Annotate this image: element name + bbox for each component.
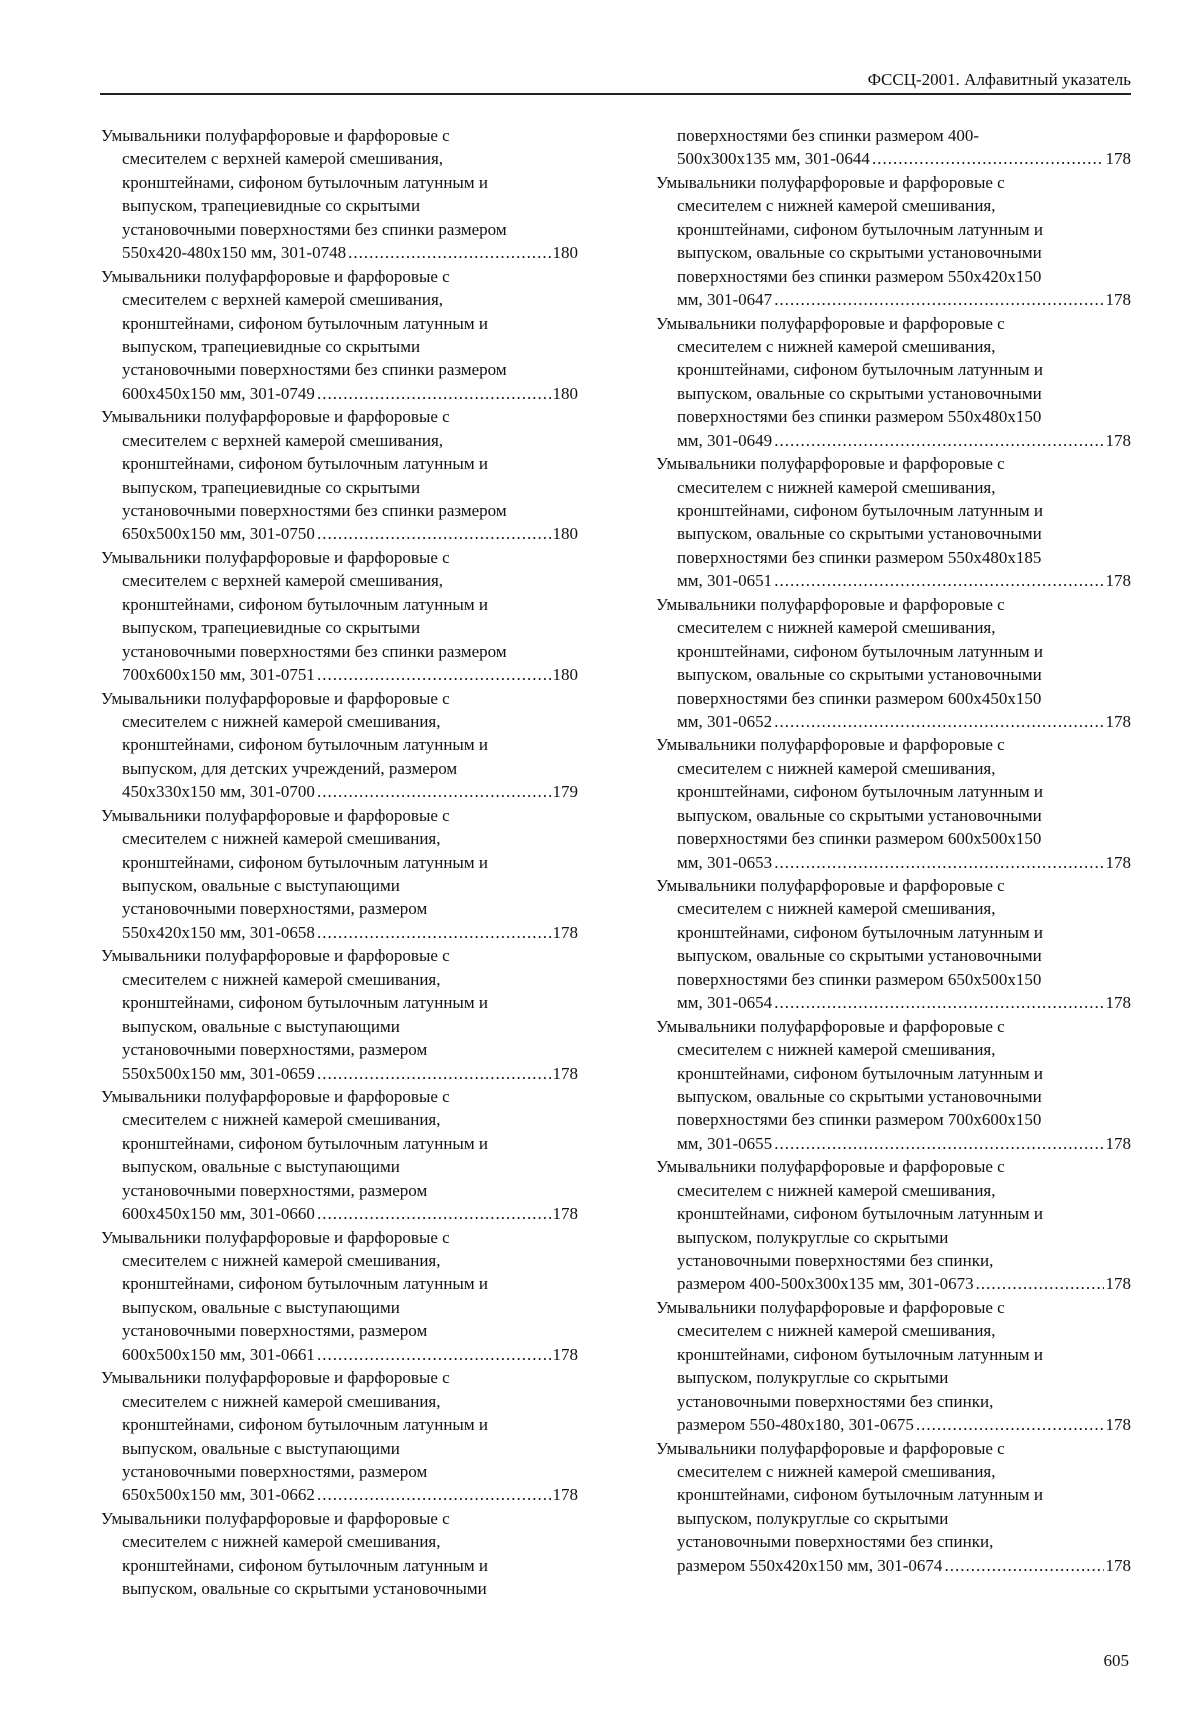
entry-line: Умывальники полуфарфоровые и фарфоровые с: [101, 1086, 450, 1106]
entry-last-line: [656, 710, 1131, 733]
index-column-left: [101, 124, 578, 1601]
entry-last-line: [101, 780, 578, 803]
index-entry: [656, 1015, 1131, 1156]
dot-leader: [348, 241, 550, 264]
entry-line: кронштейнами, сифоном бутылочным латунным и: [122, 1133, 488, 1153]
entry-line: кронштейнами, сифоном бутылочным латунным и: [677, 1344, 1043, 1364]
index-entry: [656, 171, 1131, 312]
entry-last-line: [656, 1272, 1131, 1295]
entry-page-ref: 178: [1105, 993, 1131, 1013]
entry-code: мм, 301-0649: [677, 430, 773, 450]
entry-line: поверхностями без спинки размером 550x480x185: [677, 547, 1042, 567]
entry-page-ref: 178: [552, 1204, 578, 1224]
index-entry: [656, 312, 1131, 453]
entry-line: кронштейнами, сифоном бутылочным латунным и: [122, 1555, 488, 1575]
entry-line: Умывальники полуфарфоровые и фарфоровые с: [101, 946, 450, 966]
entry-line: выпуском, овальные со скрытыми установочными: [677, 1086, 1042, 1106]
entry-line: выпуском, овальные со скрытыми установочными: [677, 665, 1042, 685]
header-rule: [100, 93, 1131, 95]
dot-leader: [774, 1132, 1103, 1155]
entry-code: 600x450x150 мм, 301-0749: [122, 383, 315, 403]
entry-line: выпуском, трапециевидные со скрытыми: [122, 196, 421, 216]
entry-line: Умывальники полуфарфоровые и фарфоровые с: [656, 876, 1005, 895]
entry-line: выпуском, овальные со скрытыми установочными: [677, 805, 1042, 825]
entry-page-ref: 179: [552, 782, 578, 802]
entry-line: Умывальники полуфарфоровые и фарфоровые с: [656, 454, 1005, 474]
entry-code: 550x420-480x150 мм, 301-0748: [122, 243, 347, 263]
entry-line: выпуском, овальные со скрытыми установочными: [677, 946, 1042, 966]
entry-line: кронштейнами, сифоном бутылочным латунным и: [122, 735, 488, 755]
entry-line: Умывальники полуфарфоровые и фарфоровые с: [101, 407, 450, 427]
entry-last-line: [656, 569, 1131, 592]
index-entry: [656, 593, 1131, 734]
entry-code: мм, 301-0647: [677, 290, 773, 310]
entry-line: Умывальники полуфарфоровые и фарфоровые с: [101, 126, 450, 145]
index-entry: [656, 1296, 1131, 1437]
dot-leader: [944, 1554, 1103, 1577]
entry-last-line: [101, 382, 578, 405]
entry-line: кронштейнами, сифоном бутылочным латунным и: [677, 1485, 1043, 1505]
entry-line: выпуском, овальные с выступающими: [122, 1016, 400, 1036]
index-entry: [101, 687, 578, 804]
entry-line: смесителем с нижней камерой смешивания,: [122, 1110, 441, 1130]
entry-line: выпуском, овальные с выступающими: [122, 1438, 400, 1458]
entry-line: установочными поверхностями без спинки размером: [122, 219, 507, 239]
entry-page-ref: 178: [1105, 852, 1131, 872]
index-entry: [101, 1085, 578, 1226]
entry-page-ref: 180: [552, 524, 578, 544]
dot-leader: [774, 991, 1103, 1014]
entry-last-line: [656, 1413, 1131, 1436]
entry-last-line: [101, 921, 578, 944]
entry-code: 600x450x150 мм, 301-0660: [122, 1204, 315, 1224]
entry-code: 650x500x150 мм, 301-0750: [122, 524, 315, 544]
entry-line: смесителем с нижней камерой смешивания,: [122, 1391, 441, 1411]
entry-line: смесителем с нижней камерой смешивания,: [677, 477, 996, 497]
entry-line: кронштейнами, сифоном бутылочным латунным и: [677, 360, 1043, 380]
entry-line: смесителем с нижней камерой смешивания,: [122, 969, 441, 989]
entry-page-ref: 178: [552, 1485, 578, 1505]
dot-leader: [774, 710, 1103, 733]
entry-line: Умывальники полуфарфоровые и фарфоровые с: [101, 266, 450, 286]
entry-line: Умывальники полуфарфоровые и фарфоровые с: [656, 1016, 1005, 1036]
entry-line: смесителем с верхней камерой смешивания,: [122, 430, 444, 450]
entry-line: кронштейнами, сифоном бутылочным латунным и: [677, 1204, 1043, 1224]
index-entry: [101, 1226, 578, 1367]
entry-line: поверхностями без спинки размером 550x480x150: [677, 407, 1042, 427]
entry-line: смесителем с верхней камерой смешивания,: [122, 290, 444, 310]
entry-code: 700x600x150 мм, 301-0751: [122, 665, 315, 685]
entry-last-line: [656, 429, 1131, 452]
entry-line: смесителем с нижней камерой смешивания,: [677, 336, 996, 356]
entry-line: Умывальники полуфарфоровые и фарфоровые с: [656, 735, 1005, 755]
entry-line: кронштейнами, сифоном бутылочным латунным и: [122, 594, 488, 614]
entry-line: смесителем с нижней камерой смешивания,: [677, 196, 996, 216]
entry-code: 650x500x150 мм, 301-0662: [122, 1485, 315, 1505]
entry-line: поверхностями без спинки размером 600x450x150: [677, 688, 1042, 708]
entry-line: смесителем с нижней камерой смешивания,: [677, 1040, 996, 1060]
entry-line: смесителем с нижней камерой смешивания,: [677, 1461, 996, 1481]
entry-page-ref: 178: [1105, 1133, 1131, 1153]
entry-line: выпуском, полукруглые со скрытыми: [677, 1508, 949, 1528]
entry-line: установочными поверхностями, размером: [122, 1321, 428, 1341]
entry-page-ref: 178: [552, 922, 578, 942]
entry-code: 500x300x135 мм, 301-0644: [677, 149, 870, 169]
entry-code: 550x420x150 мм, 301-0658: [122, 922, 315, 942]
entry-line: Умывальники полуфарфоровые и фарфоровые с: [656, 313, 1005, 333]
entry-page-ref: 178: [1105, 1555, 1131, 1575]
entry-page-ref: 178: [1105, 430, 1131, 450]
entry-line: выпуском, овальные с выступающими: [122, 876, 400, 895]
entry-page-ref: 178: [1105, 711, 1131, 731]
entry-line: смесителем с нижней камерой смешивания,: [677, 1180, 996, 1200]
dot-leader: [317, 382, 551, 405]
entry-line: смесителем с нижней камерой смешивания,: [122, 1532, 441, 1552]
index-entry: [101, 265, 578, 406]
entry-line: кронштейнами, сифоном бутылочным латунным и: [677, 219, 1043, 239]
entry-line: выпуском, овальные со скрытыми установочными: [677, 524, 1042, 544]
entry-code: мм, 301-0653: [677, 852, 773, 872]
entry-line: установочными поверхностями, размером: [122, 899, 428, 919]
dot-leader: [317, 522, 551, 545]
dot-leader: [872, 147, 1104, 170]
entry-line: установочными поверхностями без спинки,: [677, 1532, 994, 1552]
entry-page-ref: 178: [1105, 1274, 1131, 1294]
entry-last-line: [656, 851, 1131, 874]
entry-code: мм, 301-0654: [677, 993, 773, 1013]
entry-line: поверхностями без спинки размером 700x600x150: [677, 1110, 1042, 1130]
entry-line: смесителем с нижней камерой смешивания,: [677, 758, 996, 778]
entry-line: установочными поверхностями без спинки размером: [122, 641, 507, 661]
index-entry: [656, 124, 1131, 171]
index-entry: [656, 452, 1131, 593]
dot-leader: [317, 1343, 551, 1366]
entry-line: Умывальники полуфарфоровые и фарфоровые с: [101, 1508, 450, 1528]
index-entry: [101, 804, 578, 945]
dot-leader: [916, 1413, 1104, 1436]
entry-page-ref: 178: [552, 1063, 578, 1083]
entry-line: выпуском, полукруглые со скрытыми: [677, 1368, 949, 1388]
page-number: 605: [1103, 1651, 1129, 1670]
entry-line: смесителем с нижней камерой смешивания,: [677, 1321, 996, 1341]
entry-line: выпуском, овальные со скрытыми установочными: [677, 243, 1042, 263]
entry-code: мм, 301-0652: [677, 711, 773, 731]
index-entry: [101, 546, 578, 687]
entry-line: поверхностями без спинки размером 650x500x150: [677, 969, 1042, 989]
index-entry: [101, 1507, 578, 1601]
index-column-right: [656, 124, 1131, 1577]
entry-line: выпуском, овальные с выступающими: [122, 1297, 400, 1317]
dot-leader: [774, 569, 1103, 592]
index-entry: [101, 405, 578, 546]
dot-leader: [774, 429, 1103, 452]
entry-line: Умывальники полуфарфоровые и фарфоровые с: [101, 547, 450, 567]
dot-leader: [317, 663, 551, 686]
entry-line: выпуском, овальные со скрытыми установочными: [122, 1579, 487, 1599]
dot-leader: [317, 780, 551, 803]
entry-last-line: [101, 663, 578, 686]
entry-code: размером 550-480x180, 301-0675: [677, 1415, 914, 1435]
index-entry: [656, 733, 1131, 874]
entry-line: смесителем с нижней камерой смешивания,: [122, 1251, 441, 1270]
entry-line: поверхностями без спинки размером 600x500x150: [677, 829, 1042, 849]
entry-line: кронштейнами, сифоном бутылочным латунным и: [677, 641, 1043, 661]
index-entry: [656, 874, 1131, 1015]
entry-line: установочными поверхностями без спинки,: [677, 1251, 994, 1270]
entry-line: установочными поверхностями без спинки размером: [122, 501, 507, 520]
index-entry: [656, 1437, 1131, 1578]
entry-line: смесителем с верхней камерой смешивания,: [122, 149, 444, 169]
entry-page-ref: 178: [1105, 1415, 1131, 1435]
entry-line: выпуском, трапециевидные со скрытыми: [122, 477, 421, 497]
entry-code: 550x500x150 мм, 301-0659: [122, 1063, 315, 1083]
entry-page-ref: 178: [1105, 290, 1131, 310]
entry-last-line: [656, 1554, 1131, 1577]
entry-line: установочными поверхностями без спинки размером: [122, 360, 507, 380]
entry-page-ref: 178: [1105, 149, 1131, 169]
entry-code: мм, 301-0651: [677, 571, 773, 591]
entry-line: установочными поверхностями, размером: [122, 1180, 428, 1200]
entry-line: выпуском, овальные с выступающими: [122, 1157, 400, 1177]
entry-line: Умывальники полуфарфоровые и фарфоровые с: [656, 594, 1005, 614]
dot-leader: [317, 1202, 551, 1225]
entry-code: размером 550x420x150 мм, 301-0674: [677, 1555, 943, 1575]
dot-leader: [317, 1062, 551, 1085]
entry-line: выпуском, полукруглые со скрытыми: [677, 1227, 949, 1247]
entry-last-line: [656, 1132, 1131, 1155]
entry-line: смесителем с нижней камерой смешивания,: [122, 829, 441, 849]
entry-page-ref: 180: [552, 665, 578, 685]
entry-page-ref: 180: [552, 243, 578, 263]
entry-line: кронштейнами, сифоном бутылочным латунным и: [122, 454, 488, 474]
entry-line: поверхностями без спинки размером 550x420x150: [677, 266, 1042, 286]
header-title: ФССЦ-2001. Алфавитный указатель: [867, 70, 1131, 89]
entry-line: кронштейнами, сифоном бутылочным латунным и: [122, 993, 488, 1013]
entry-line: Умывальники полуфарфоровые и фарфоровые с: [656, 1157, 1005, 1177]
entry-line: установочными поверхностями, размером: [122, 1461, 428, 1481]
index-entry: [656, 1155, 1131, 1296]
entry-line: кронштейнами, сифоном бутылочным латунным и: [122, 852, 488, 872]
entry-line: кронштейнами, сифоном бутылочным латунным и: [677, 1063, 1043, 1083]
entry-line: установочными поверхностями, размером: [122, 1040, 428, 1060]
entry-line: кронштейнами, сифоном бутылочным латунным и: [122, 1274, 488, 1294]
entry-code: 600x500x150 мм, 301-0661: [122, 1344, 315, 1364]
entry-last-line: [656, 147, 1131, 170]
entry-line: кронштейнами, сифоном бутылочным латунным и: [677, 922, 1043, 942]
entry-line: кронштейнами, сифоном бутылочным латунным и: [677, 782, 1043, 802]
entry-line: Умывальники полуфарфоровые и фарфоровые с: [656, 172, 1005, 192]
entry-line: кронштейнами, сифоном бутылочным латунным и: [677, 501, 1043, 520]
entry-line: установочными поверхностями без спинки,: [677, 1391, 994, 1411]
entry-line: смесителем с нижней камерой смешивания,: [122, 711, 441, 731]
index-entry: [101, 1366, 578, 1507]
entry-last-line: [656, 288, 1131, 311]
index-entry: [101, 124, 578, 265]
entry-line: кронштейнами, сифоном бутылочным латунным и: [122, 172, 488, 192]
entry-line: кронштейнами, сифоном бутылочным латунным и: [122, 1415, 488, 1435]
entry-last-line: [101, 1483, 578, 1506]
entry-line: выпуском, трапециевидные со скрытыми: [122, 618, 421, 638]
entry-line: Умывальники полуфарфоровые и фарфоровые с: [656, 1438, 1005, 1458]
entry-line: смесителем с верхней камерой смешивания,: [122, 571, 444, 591]
dot-leader: [774, 288, 1103, 311]
entry-line: смесителем с нижней камерой смешивания,: [677, 899, 996, 919]
entry-last-line: [101, 241, 578, 264]
entry-last-line: [101, 1202, 578, 1225]
entry-last-line: [101, 1062, 578, 1085]
entry-line: выпуском, для детских учреждений, размером: [122, 758, 458, 778]
entry-code: 450x330x150 мм, 301-0700: [122, 782, 315, 802]
entry-code: мм, 301-0655: [677, 1133, 773, 1153]
entry-page-ref: 178: [1105, 571, 1131, 591]
entry-line: выпуском, овальные со скрытыми установочными: [677, 383, 1042, 403]
entry-line: Умывальники полуфарфоровые и фарфоровые с: [101, 688, 450, 708]
index-entry: [101, 944, 578, 1085]
entry-line: Умывальники полуфарфоровые и фарфоровые с: [101, 1368, 450, 1388]
entry-last-line: [656, 991, 1131, 1014]
entry-last-line: [101, 522, 578, 545]
entry-line: Умывальники полуфарфоровые и фарфоровые с: [101, 1227, 450, 1247]
entry-line: кронштейнами, сифоном бутылочным латунным и: [122, 313, 488, 333]
entry-line: смесителем с нижней камерой смешивания,: [677, 618, 996, 638]
entry-page-ref: 180: [552, 383, 578, 403]
entry-line: Умывальники полуфарфоровые и фарфоровые с: [656, 1297, 1005, 1317]
dot-leader: [317, 921, 551, 944]
entry-page-ref: 178: [552, 1344, 578, 1364]
dot-leader: [317, 1483, 551, 1506]
entry-last-line: [101, 1343, 578, 1366]
entry-code: размером 400-500x300x135 мм, 301-0673: [677, 1274, 974, 1294]
dot-leader: [976, 1272, 1104, 1295]
entry-line: поверхностями без спинки размером 400-: [677, 126, 980, 145]
entry-line: выпуском, трапециевидные со скрытыми: [122, 336, 421, 356]
dot-leader: [774, 851, 1103, 874]
entry-line: Умывальники полуфарфоровые и фарфоровые с: [101, 805, 450, 825]
